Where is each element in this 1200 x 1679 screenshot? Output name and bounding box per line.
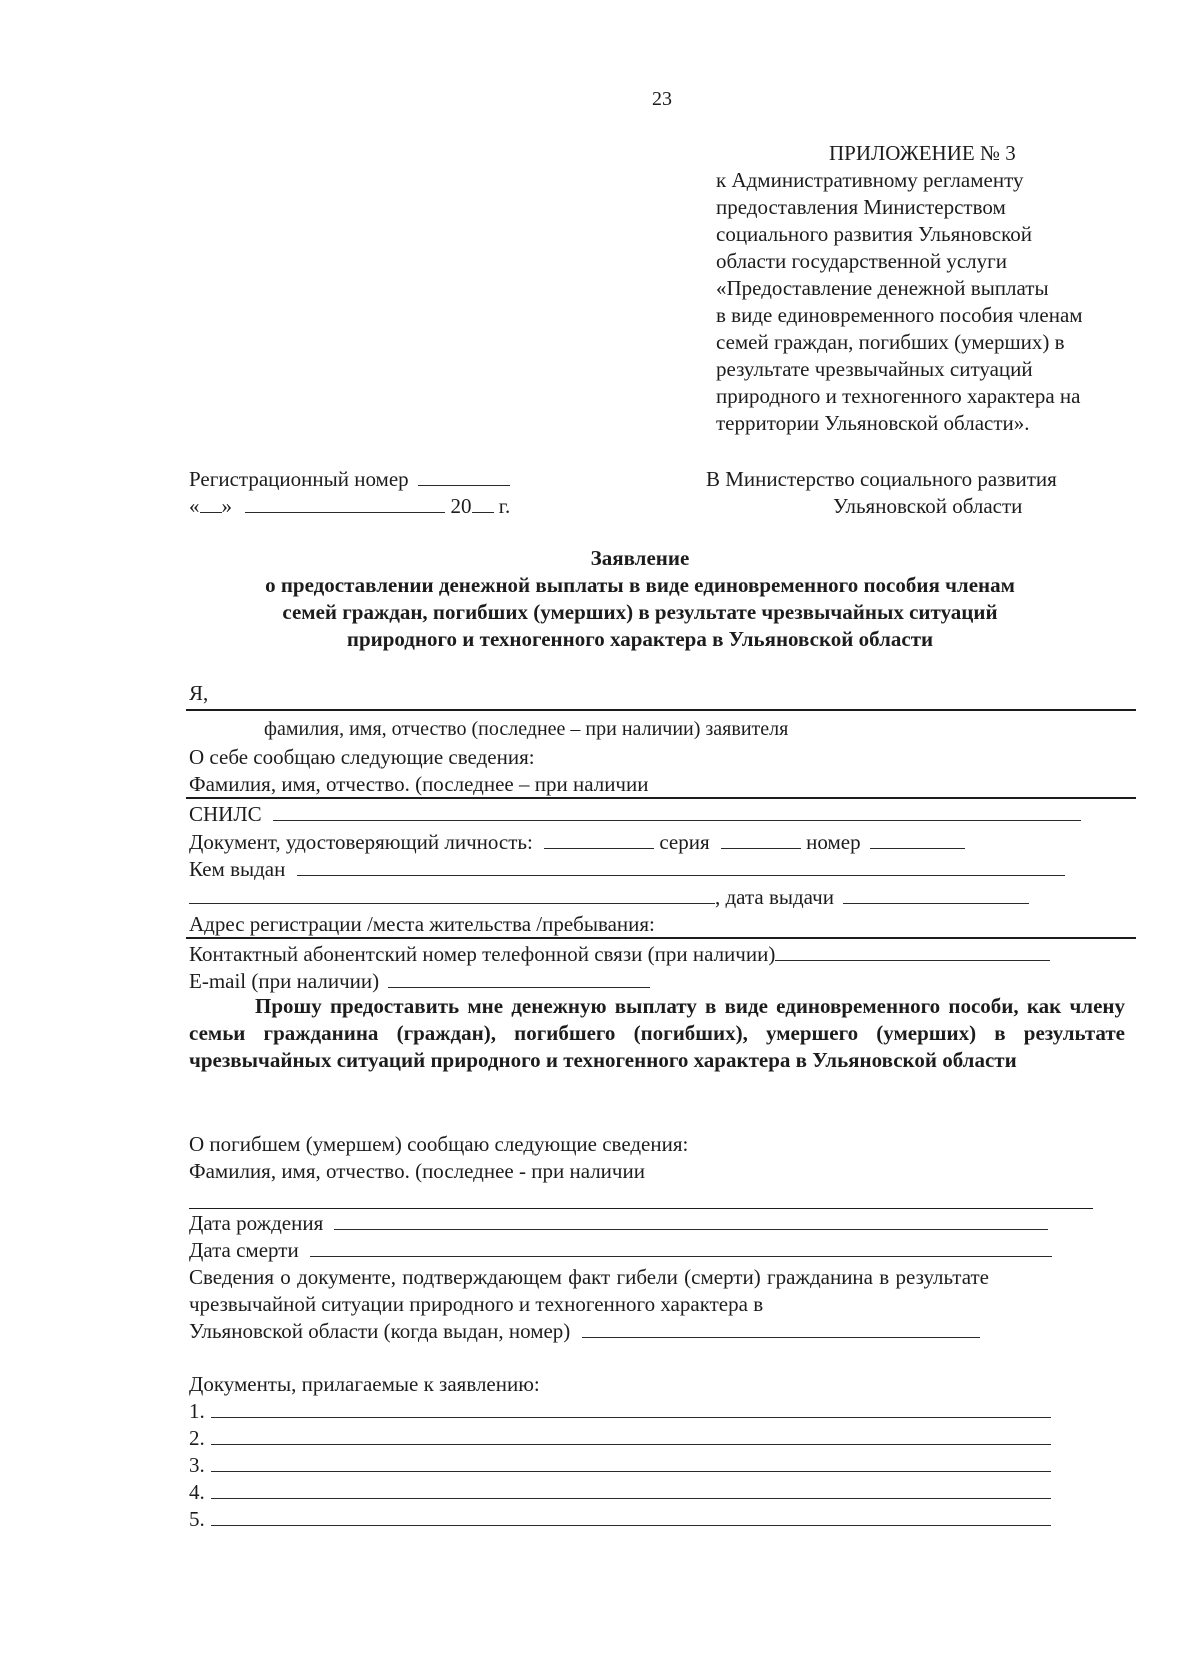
birth-date-row xyxy=(189,1210,1048,1236)
issue-date-row xyxy=(189,884,1029,910)
appendix-line: социального развития Ульяновской xyxy=(716,222,1032,246)
snils-row xyxy=(189,801,1081,827)
date-quote-open: « xyxy=(189,494,200,518)
issue-date-field[interactable] xyxy=(843,885,1029,904)
attachments-heading: Документы, прилагаемые к заявлению: xyxy=(189,1372,540,1396)
year-prefix: 20 xyxy=(450,494,472,518)
registration-date-row xyxy=(189,493,510,519)
attachment-field[interactable] xyxy=(211,1507,1051,1526)
email-label: E-mail (при наличии) xyxy=(189,969,380,993)
form-title-line: семей граждан, погибших (умерших) в результате чрезвычайных ситуаций xyxy=(282,600,998,624)
attachment-row xyxy=(189,1425,1051,1451)
i-label: Я, xyxy=(189,681,209,705)
attachment-row xyxy=(189,1506,1051,1532)
birth-date-field[interactable] xyxy=(334,1211,1048,1230)
attachment-number: 1. xyxy=(189,1399,205,1423)
form-title-line: о предоставлении денежной выплаты в виде единовременного пособия членам xyxy=(265,573,1015,597)
appendix-line: к Административному регламенту xyxy=(716,168,1024,192)
death-date-label: Дата смерти xyxy=(189,1238,299,1262)
issued-by-label: Кем выдан xyxy=(189,857,286,881)
snils-field[interactable] xyxy=(273,802,1081,821)
applicant-name-line[interactable] xyxy=(186,709,1136,711)
appendix-line: в виде единовременного пособия членам xyxy=(716,303,1083,327)
issued-by-field[interactable] xyxy=(297,857,1065,876)
phone-row xyxy=(189,941,1050,967)
fio-caption: фамилия, имя, отчество (последнее – при наличии) заявителя xyxy=(264,718,789,740)
appendix-heading: ПРИЛОЖЕНИЕ № 3 xyxy=(829,141,1016,165)
snils-label: СНИЛС xyxy=(189,802,262,826)
series-label: серия xyxy=(659,830,710,854)
identity-document-type-field[interactable] xyxy=(544,830,654,849)
registration-month-field[interactable] xyxy=(245,494,445,513)
applicant-fio-label: Фамилия, имя, отчество. (последнее – при наличии xyxy=(189,772,649,796)
date-quote-close: » xyxy=(221,494,232,518)
form-title-line: природного и техногенного характера в Ульяновской области xyxy=(346,627,934,651)
issue-date-label: , дата выдачи xyxy=(715,885,834,909)
appendix-line: результате чрезвычайных ситуаций xyxy=(716,357,1033,381)
identity-document-row xyxy=(189,829,965,855)
appendix-line: природного и техногенного характера на xyxy=(716,384,1081,408)
appendix-line: семей граждан, погибших (умерших) в xyxy=(716,330,1065,354)
attachment-number: 3. xyxy=(189,1453,205,1477)
number-field[interactable] xyxy=(870,830,965,849)
attachment-field[interactable] xyxy=(211,1453,1051,1472)
issued-by-row xyxy=(189,856,1065,882)
death-document-label: Ульяновской области (когда выдан, номер) xyxy=(189,1319,571,1343)
attachment-row xyxy=(189,1452,1051,1478)
attachment-number: 5. xyxy=(189,1507,205,1531)
death-document-field[interactable] xyxy=(582,1319,980,1338)
attachment-field[interactable] xyxy=(211,1426,1051,1445)
self-info-label: О себе сообщаю следующие сведения: xyxy=(189,745,535,769)
request-text: Прошу предоставить мне денежную выплату в виде единовременного пособи, как члену семьи гражданина (граждан), погибшего (погибших), умершего (умерших) в результате чрезвычайных ситуаций природного и техногенного характера в Ульяновской области xyxy=(189,994,1125,1072)
attachment-number: 4. xyxy=(189,1480,205,1504)
address-label: Адрес регистрации /места жительства /пребывания: xyxy=(189,912,655,936)
appendix-line: предоставления Министерством xyxy=(716,195,1006,219)
attachment-field[interactable] xyxy=(211,1480,1051,1499)
attachment-number: 2. xyxy=(189,1426,205,1450)
attachment-row xyxy=(189,1479,1051,1505)
number-label: номер xyxy=(806,830,861,854)
issued-by-field-continued[interactable] xyxy=(189,885,715,904)
registration-day-field[interactable] xyxy=(200,494,222,513)
email-row xyxy=(189,968,650,994)
birth-date-label: Дата рождения xyxy=(189,1211,324,1235)
applicant-fio-line[interactable] xyxy=(186,797,1136,799)
deceased-fio-label: Фамилия, имя, отчество. (последнее - при наличии xyxy=(189,1159,645,1183)
phone-label: Контактный абонентский номер телефонной связи (при наличии) xyxy=(189,942,776,966)
email-field[interactable] xyxy=(388,969,650,988)
addressee-line2: Ульяновской области xyxy=(833,494,1023,518)
series-field[interactable] xyxy=(721,830,801,849)
page-number: 23 xyxy=(652,88,672,110)
death-document-text: Сведения о документе, подтверждающем факт гибели (смерти) гражданина в результате чрезвычайной ситуации природного и техногенного характера в xyxy=(189,1265,989,1316)
death-document-info xyxy=(189,1264,989,1318)
death-document-row xyxy=(189,1318,980,1344)
deceased-intro: О погибшем (умершем) сообщаю следующие сведения: xyxy=(189,1132,689,1156)
appendix-block xyxy=(716,140,1083,437)
death-date-row xyxy=(189,1237,1052,1263)
appendix-line: территории Ульяновской области». xyxy=(716,411,1030,435)
form-title-line: Заявление xyxy=(590,546,690,570)
phone-field[interactable] xyxy=(775,942,1050,961)
appendix-line: «Предоставление денежной выплаты xyxy=(716,276,1049,300)
attachment-field[interactable] xyxy=(211,1399,1051,1418)
identity-document-label: Документ, удостоверяющий личность: xyxy=(189,830,533,854)
registration-number-field[interactable] xyxy=(418,467,510,486)
addressee-line1: В Министерство социального развития xyxy=(706,467,1057,491)
address-line[interactable] xyxy=(186,937,1136,939)
registration-year-field[interactable] xyxy=(472,494,494,513)
attachment-row xyxy=(189,1398,1051,1424)
form-title xyxy=(190,545,1090,653)
appendix-line: области государственной услуги xyxy=(716,249,1008,273)
death-date-field[interactable] xyxy=(310,1238,1052,1257)
year-suffix: г. xyxy=(498,494,511,518)
request-paragraph xyxy=(189,993,1125,1074)
registration-number-label: Регистрационный номер xyxy=(189,467,409,491)
registration-number-row xyxy=(189,466,510,492)
